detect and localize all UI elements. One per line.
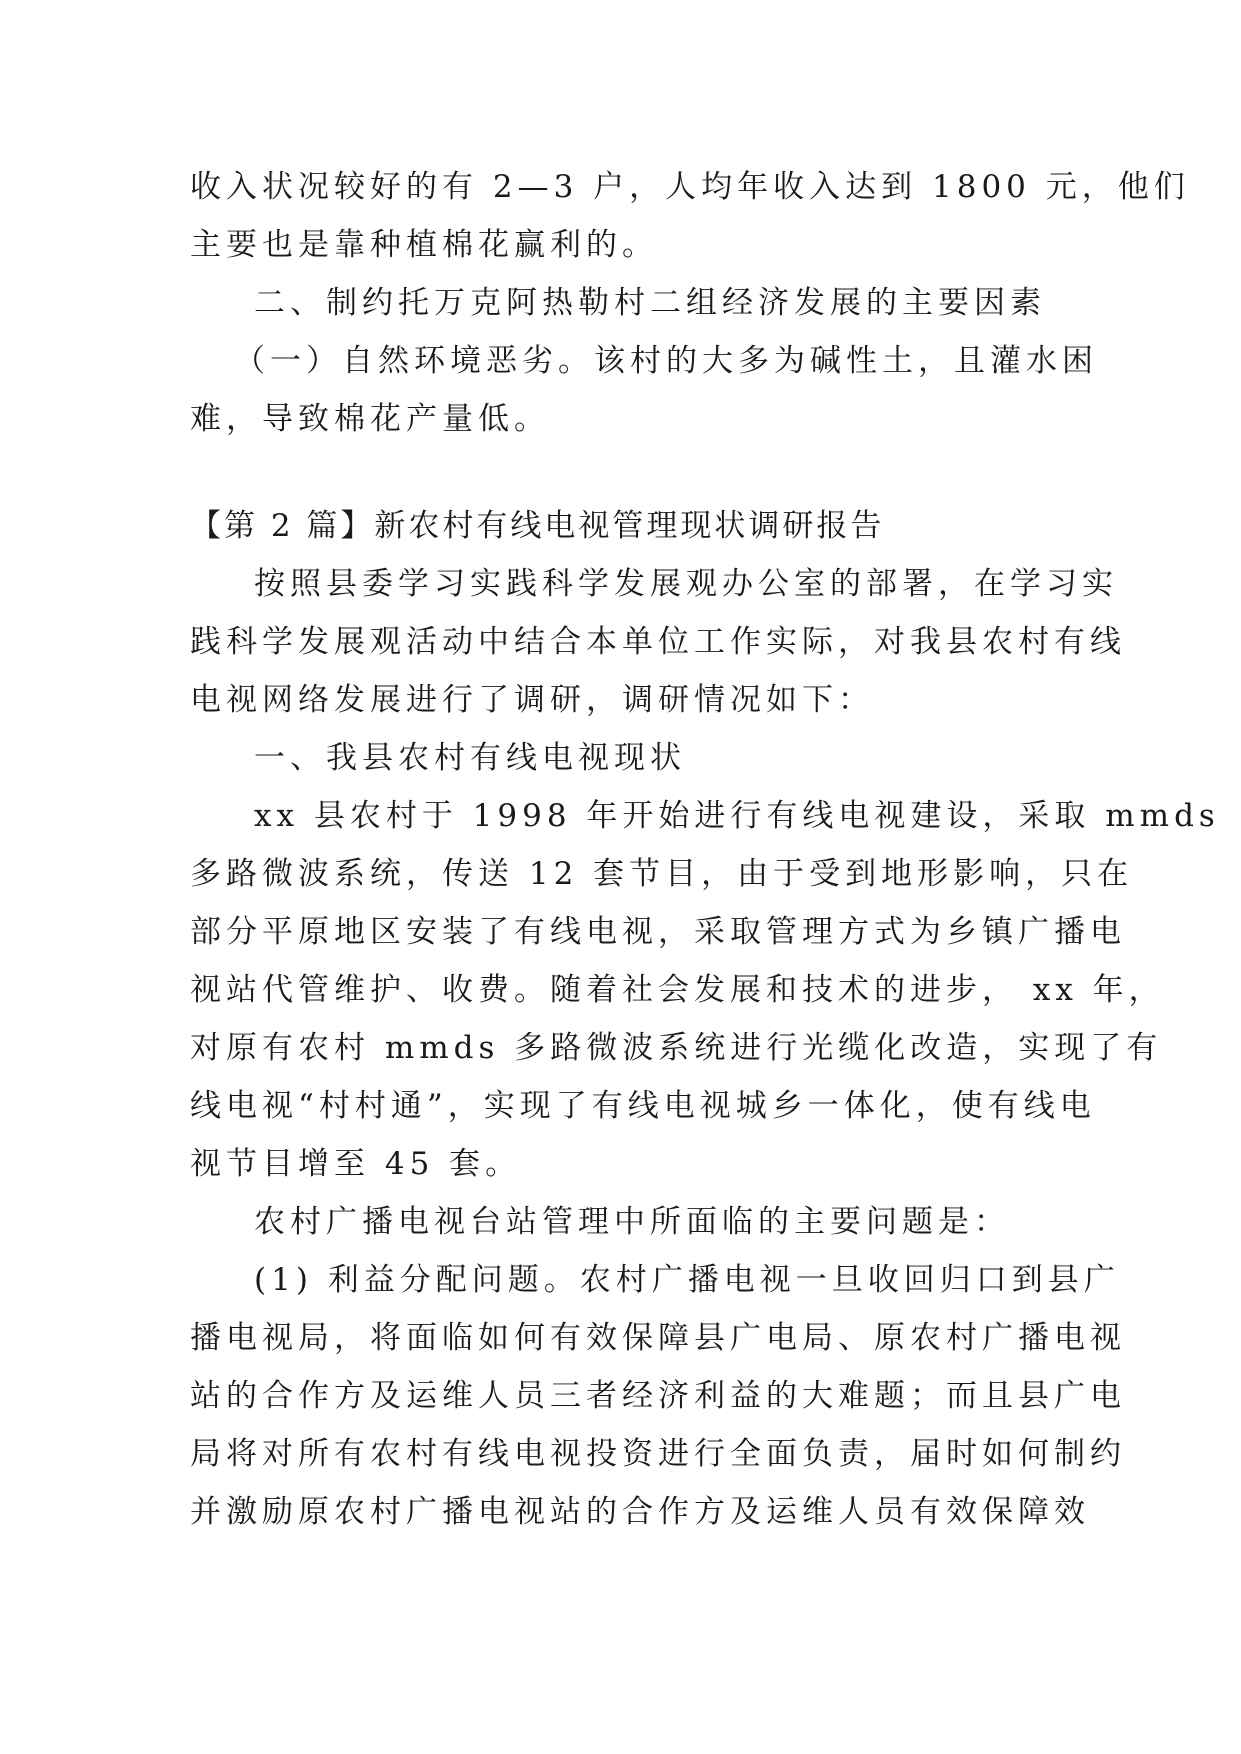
paragraph-line: 视站代管维护、收费。随着社会发展和技术的进步， xx 年， (190, 972, 1165, 1008)
paragraph-line: （一）自然环境恶劣。该村的大多为碱性土，且灌水困 (234, 343, 1098, 379)
paragraph-line: (1) 利益分配问题。农村广播电视一旦收回归口到县广 (254, 1262, 1120, 1298)
paragraph-line: 电视网络发展进行了调研，调研情况如下： (190, 682, 874, 718)
article-title: 【第 2 篇】新农村有线电视管理现状调研报告 (190, 508, 885, 544)
paragraph-line: 视节目增至 45 套。 (190, 1146, 522, 1182)
paragraph-line: 难，导致棉花产量低。 (190, 401, 550, 437)
paragraph-line: 局将对所有农村有线电视投资进行全面负责，届时如何制约 (190, 1436, 1126, 1472)
section-heading: 一、我县农村有线电视现状 (254, 740, 686, 776)
paragraph-line: 收入状况较好的有 2—3 户，人均年收入达到 1800 元，他们 (190, 169, 1190, 205)
paragraph-line: 站的合作方及运维人员三者经济利益的大难题；而且县广电 (190, 1378, 1126, 1414)
paragraph-line: 线电视“村村通”，实现了有线电视城乡一体化，使有线电 (190, 1088, 1096, 1124)
paragraph-line: 并激励原农村广播电视站的合作方及运维人员有效保障效 (190, 1494, 1090, 1530)
paragraph-line: 对原有农村 mmds 多路微波系统进行光缆化改造，实现了有 (190, 1030, 1163, 1066)
paragraph-line: 主要也是靠种植棉花赢利的。 (190, 227, 658, 263)
section-heading: 二、制约托万克阿热勒村二组经济发展的主要因素 (254, 285, 1046, 321)
paragraph-line: 践科学发展观活动中结合本单位工作实际，对我县农村有线 (190, 624, 1126, 660)
paragraph-line: 播电视局，将面临如何有效保障县广电局、原农村广播电视 (190, 1320, 1126, 1356)
paragraph-line: xx 县农村于 1998 年开始进行有线电视建设，采取 mmds (254, 798, 1220, 834)
paragraph-line: 按照县委学习实践科学发展观办公室的部署，在学习实 (254, 566, 1118, 602)
paragraph-line: 部分平原地区安装了有线电视，采取管理方式为乡镇广播电 (190, 914, 1126, 950)
paragraph-line: 农村广播电视台站管理中所面临的主要问题是： (254, 1204, 1010, 1240)
paragraph-line: 多路微波系统，传送 12 套节目，由于受到地形影响，只在 (190, 856, 1134, 892)
